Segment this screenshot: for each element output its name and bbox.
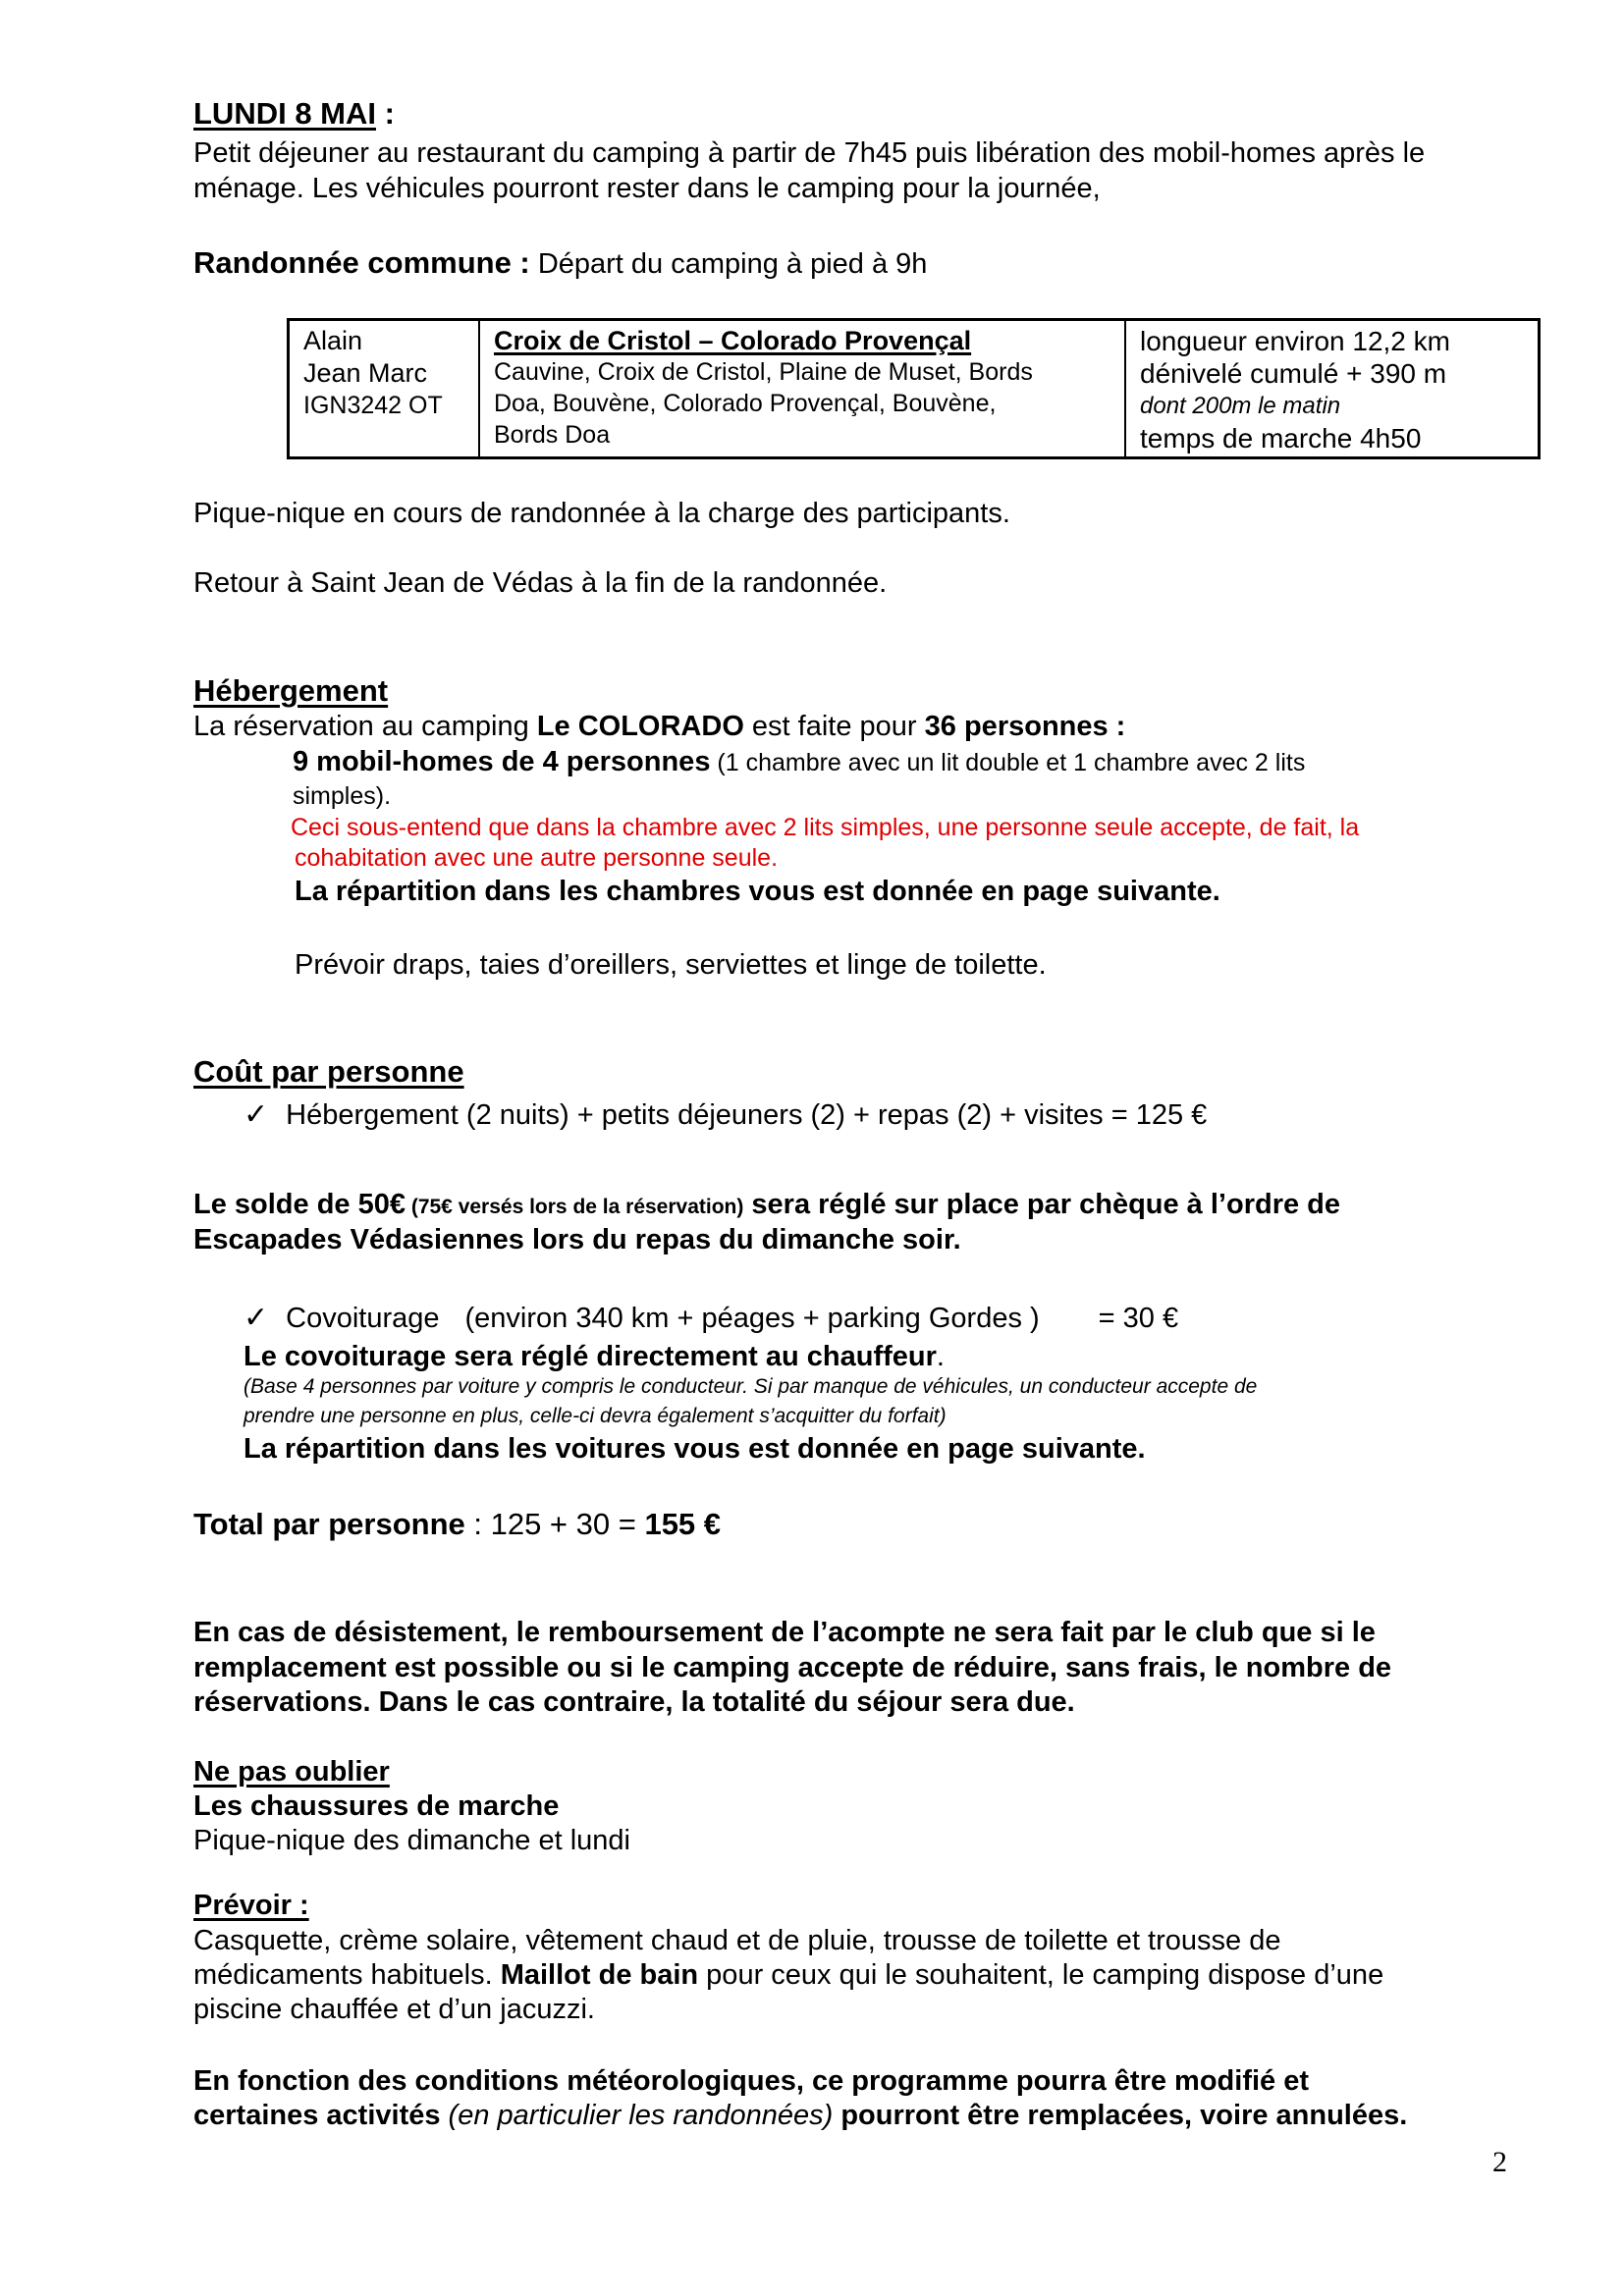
map-reference: IGN3242 OT [303,392,443,419]
mobil-homes-line: 9 mobil-homes de 4 personnes (1 chambre avec un lit double et 1 chambre avec 2 lits [293,746,1306,777]
bring-title: Prévoir : [193,1890,309,1921]
picnic-note: Pique-nique en cours de randonnée à la charge des participants. [193,498,1010,529]
reminder-item: Les chaussures de marche [193,1790,560,1822]
weather-line-1: En fonction des conditions météorologiques, ce programme pourra être modifié et [193,2065,1309,2097]
route-waypoints: Bords Doa [494,421,611,449]
linen-reminder: Prévoir draps, taies d’oreillers, serviettes et linge de toilette. [295,949,1047,981]
swimsuit-note: Maillot de bain [500,1959,699,1991]
hike-length: longueur environ 12,2 km [1140,326,1450,356]
hebergement-title: Hébergement [193,673,389,708]
page-number: 2 [1492,2146,1507,2178]
route-title: Croix de Cristol – Colorado Provençal [494,326,972,355]
return-note: Retour à Saint Jean de Védas à la fin de la randonnée. [193,567,888,599]
guide-name: Alain [303,326,363,355]
total-label: Total par personne [193,1507,465,1541]
cancellation-line-1: En cas de désistement, le remboursement de l’acompte ne sera fait par le club que si le [193,1617,1376,1648]
randonnee-heading [193,245,927,282]
route-waypoints: Cauvine, Croix de Cristol, Plaine de Muset, Bords [494,358,1033,386]
hike-elevation-note: dont 200m le matin [1140,393,1341,419]
camping-name: Le COLORADO [536,711,744,742]
bring-line-3: piscine chauffée et d’un jacuzzi. [193,1994,595,2025]
cancellation-line-3: réservations. Dans le cas contraire, la totalité du séjour sera due. [193,1686,1075,1718]
hike-table-row [289,320,1540,458]
cost-item-accommodation: ✓ Hébergement (2 nuits) + petits déjeuners (2) + repas (2) + visites = 125 € [244,1097,1208,1132]
balance-line-2: Escapades Védasiennes lors du repas du dimanche soir. [193,1224,961,1255]
intro-line-2: ménage. Les véhicules pourront rester dans le camping pour la journée, [193,173,1101,204]
guide-name: Jean Marc [303,358,428,388]
hike-guides-cell [289,320,480,458]
reservation-line: La réservation au camping Le COLORADO est faite pour 36 personnes : [193,711,1126,742]
reminder-item: Pique-nique des dimanche et lundi [193,1825,630,1856]
car-allocation-note: La répartition dans les voitures vous est donnée en page suivante. [244,1433,1146,1465]
randonnee-detail: Départ du camping à pied à 9h [529,248,928,280]
reminder-title: Ne pas oublier [193,1756,390,1788]
day-heading: LUNDI 8 MAI : [193,96,395,131]
cost-item-carpool: ✓ Covoiturage (environ 340 km + péages + parking Gordes ) = 30 € [244,1301,1179,1335]
day-heading-title: LUNDI 8 MAI [193,96,376,131]
check-icon: ✓ [244,1097,269,1132]
carpool-footnote-1: (Base 4 personnes par voiture y compris le conducteur. Si par manque de véhicules, un conducteur accepte de [244,1375,1258,1398]
balance-line-1: Le solde de 50€ (75€ versés lors de la réservation) sera réglé sur place par chèque à l’ordre de [193,1189,1341,1220]
mobil-homes-line-2: simples). [293,782,392,810]
hike-stats-cell [1125,320,1540,458]
carpool-footnote-2: prendre une personne en plus, celle-ci devra également s’acquitter du forfait) [244,1405,947,1427]
total-line: Total par personne : 125 + 30 = 155 € [193,1507,722,1541]
bring-line-2: médicaments habituels. Maillot de bain pour ceux qui le souhaitent, le camping dispose d’une [193,1959,1384,1991]
hike-elevation: dénivelé cumulé + 390 m [1140,358,1447,389]
warning-line-2: cohabitation avec une autre personne seule. [295,844,779,872]
cancellation-line-2: remplacement est possible ou si le camping accepte de réduire, sans frais, le nombre de [193,1652,1392,1683]
person-count: 36 personnes : [924,711,1126,742]
room-allocation-note: La répartition dans les chambres vous est donnée en page suivante. [295,876,1220,907]
carpool-payment-note: Le covoiturage sera réglé directement au chauffeur. [244,1341,945,1372]
hike-duration: temps de marche 4h50 [1140,423,1422,454]
hike-table [287,318,1541,459]
route-waypoints: Doa, Bouvène, Colorado Provençal, Bouvène, [494,390,997,417]
check-icon: ✓ [244,1301,269,1335]
randonnee-label: Randonnée commune : [193,245,530,280]
warning-line-1: Ceci sous-entend que dans la chambre avec 2 lits simples, une personne seule accepte, de fait, la [291,814,1360,841]
cost-title: Coût par personne [193,1054,464,1089]
intro-line-1: Petit déjeuner au restaurant du camping à partir de 7h45 puis libération des mobil-homes après le [193,137,1426,169]
bring-line-1: Casquette, crème solaire, vêtement chaud et de pluie, trousse de toilette et trousse de [193,1925,1281,1956]
total-value: 155 € [644,1507,722,1541]
weather-line-2: certaines activités (en particulier les randonnées) pourront être remplacées, voire annulées. [193,2100,1408,2131]
hike-route-cell [479,320,1125,458]
